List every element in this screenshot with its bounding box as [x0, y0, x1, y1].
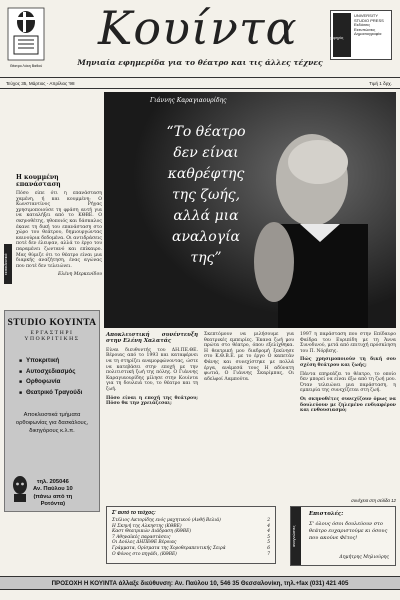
contents-item[interactable]: Ο Φόνος στο πηγάδι, (ΚΘΒΕ) 7	[112, 551, 270, 557]
left-article-heading: Η κουμμένη επανάσταση	[16, 174, 61, 188]
studio-advert	[4, 310, 100, 512]
contents-box	[106, 506, 276, 564]
interview-text: Σκεπτόμουν να μιλήσουμε για θεατρικές εμπειρίες. Έκανα ζωή μου πρώτα στο θέατρο, όπου εξελίχθηκα. Η θεατρική μου διαδρομή ξεκίνησε στο Κ.Θ.Β.Ε. με το έργο Ο καπετάν Φάνης και συνεχίστηκε με πολλά έργα, ανάμεσά τους Η αδύνατη φωτιά, Ο Γιάννης Σκαρίμπας, Οι αδελφοί Λαμπούτα.	[204, 332, 294, 382]
theatre-logo-icon	[6, 6, 46, 62]
left-article-signature: Ελένη Μερκενίδου	[58, 272, 102, 278]
issue-number: Τεύχος 35, Μάρτιος - Απρίλιος '98	[6, 81, 75, 86]
studio-courses	[19, 356, 99, 398]
interview-text: 1997 η παράσταση που στην Επίδαυρο Φαίδρα του Ευριπίδη με τη Άννα Συνοδινού, μετά από επιτυχή πρόσκληση του Π. Νόρβεης.	[300, 332, 396, 354]
letters-box	[290, 506, 396, 566]
pull-quote: “Το θέατρο δεν είναι καθρέφτης της ζωής, αλλά μια αναλογία της”	[166, 124, 246, 266]
interview-column-2	[204, 332, 294, 385]
contents-item[interactable]: Καστ Θεατρικών Διάδραση (ΚΘΒΕ) 4	[112, 529, 270, 535]
sponsor-emblem-icon	[333, 13, 351, 57]
address-notice: ΠΡΟΣΟΧΗ Η ΚΟΥΙΝΤΑ άλλαξε διεύθυνση: Αν. Παύλου 10, 546 35 Θεσσαλονίκη, τηλ.+fax (031) 421 405	[0, 576, 400, 590]
sponsor-caption: χορηγός	[330, 36, 344, 40]
issue-bar	[0, 79, 400, 89]
studio-course: ■ Αυτοσχεδιασμός	[19, 367, 99, 378]
contents-item[interactable]: Γράμματα, Ορίσματα της Χοροθεραπευτικής Σειρά 6	[112, 545, 270, 551]
newspaper-title: Κουίντα	[98, 1, 298, 55]
letters-signature: Δημήτρης Μηλιούρης	[339, 555, 389, 560]
studio-title: STUDIO ΚΟΥΙΝΤΑ	[7, 317, 97, 328]
studio-subtitle: ΕΡΓΑΣΤΗΡΙ ΥΠΟΚΡΙΤΙΚΗΣ	[24, 330, 80, 342]
sponsor-ad-text: UNIVERSITY STUDIO PRESS Εκδόσεις Εκτυπώσεις Δημοσιογραφία	[354, 13, 384, 37]
interview-text: Πάντα επηρεάζει το θέατρο, το οποίο δεν μπορεί να είναι έξω από τη ζωή μου. Όταν τελειώνει μια παράσταση, η εμπειρία της συνεχίζεται στη ζωή.	[300, 371, 396, 394]
interview-question: Πόσο είναι η εποχή της θεάτρου; Πόσο θα την χρειάζεσαι;	[106, 395, 198, 407]
interview-question: Οι σκηνοθέτες συνεχίζουν όμως να δουλεύουν με ζηλεμένο ενδιαφέρον και ενθουσιασμό;	[300, 396, 396, 414]
letters-title: Επιστολές:	[309, 511, 344, 517]
photo-caption: Γιάννης Καραγιαουρίδης	[150, 97, 227, 104]
interview-question: Πώς χρησιμοποιούν τη δική σου σχέση θεάτρου και ζωής;	[300, 357, 396, 368]
interview-column-1	[106, 332, 198, 410]
studio-contact: τηλ. 205046 Αν. Παύλου 10 (πάνω από τη Ροτόντα)	[33, 479, 73, 508]
letters-text: Σ' όλους όσοι δουλεύουν στο θεάτρο ευχαριστούμε κι όσους που ακούνε Φέτος!	[309, 521, 388, 541]
continued-note: συνέχεια στη σελίδα 12	[351, 498, 396, 503]
letters-tag: αναγνώστες	[291, 507, 301, 565]
studio-course: ■ Θεατρικό Τραγούδι	[19, 388, 99, 399]
contents-item[interactable]: 7 Αθηναϊκές παραστάσεις 5	[112, 534, 270, 540]
logo-caption: Θέατρο Λόκη Βαθού	[9, 64, 43, 68]
masthead	[0, 0, 400, 78]
issue-price: Τιμή 1 δρχ.	[369, 81, 392, 86]
feature-photo	[104, 92, 396, 328]
sponsor-ad	[330, 10, 392, 60]
contents-item[interactable]: Στέλιος Ακτορίδης ενός μαχητικού (Ανθή Βελιά) 2	[112, 518, 270, 523]
contents-item[interactable]: Η Σκηνή της Αλκηστης (ΚΘΒΕ) 4	[112, 523, 270, 529]
interview-text: Είναι διευθυντής του ΔΗ.ΠΕ.ΘΕ. Βέροιας από το 1993 και καταφέρνει να τη στηρίζει αναμορφώνοντας, ώστε να κατεβάσει στην εποχή με την πολιτιστική ζωή της πόλης. Ο Γιάννης Καραγιαουρίδης μίλησε στην Κουίντα για τη δουλειά του, το θέατρο και τη ζωή.	[106, 347, 198, 392]
contents-item[interactable]: Οι Δούλες ΔΗΠΕΘΕ Βέροιας 5	[112, 540, 270, 546]
studio-course: ■ Ορθοφωνία	[19, 377, 99, 388]
contents-title: Σ' αυτό το τεύχος:	[112, 510, 156, 516]
interview-headline: Αποκλειστική συνέντευξη στην Ελένη Χαλατάς	[106, 332, 198, 345]
interview-column-3	[300, 332, 396, 417]
newspaper-subtitle: Μηνιαία εφημερίδα για το θέατρο και τις άλλες τέχνες	[77, 58, 323, 67]
studio-note: Αποκλειστικά τμήματα ορθοφωνίας για δασκάλους, δικηγόρους κ.λ.π.	[15, 412, 89, 434]
studio-course: ■ Υποκριτική	[19, 356, 99, 367]
left-article-body: Πόσο είπε ότι η επανάσταση χαμένη, ή και κουμμένη; Ο Κωνσταντίνος Ρήγας χρησιμοποιούσε τη φράση αυτή για να καταλήξει από το ΚΘΒΕ. Ο σκηνοθέτης, ηθοποιός και δάσκαλος έκανε τη δική του επανάσταση στο χώρο του θεάτρου, δημιουργώντας καινούρια δεδομένα. Οι αντιδράσεις ποτέ δεν έλειψαν, αλλά το έργο του παραμένει ζωντανό και επίκαιρο. Μας θύμιζε ότι το θέατρο είναι μια διαρκής αναζήτηση, ένας αγώνας που ποτέ δεν τελειώνει.	[16, 191, 102, 269]
theatre-mask-icon	[11, 475, 29, 503]
section-tag: εκπαιδευτικά	[4, 244, 12, 284]
